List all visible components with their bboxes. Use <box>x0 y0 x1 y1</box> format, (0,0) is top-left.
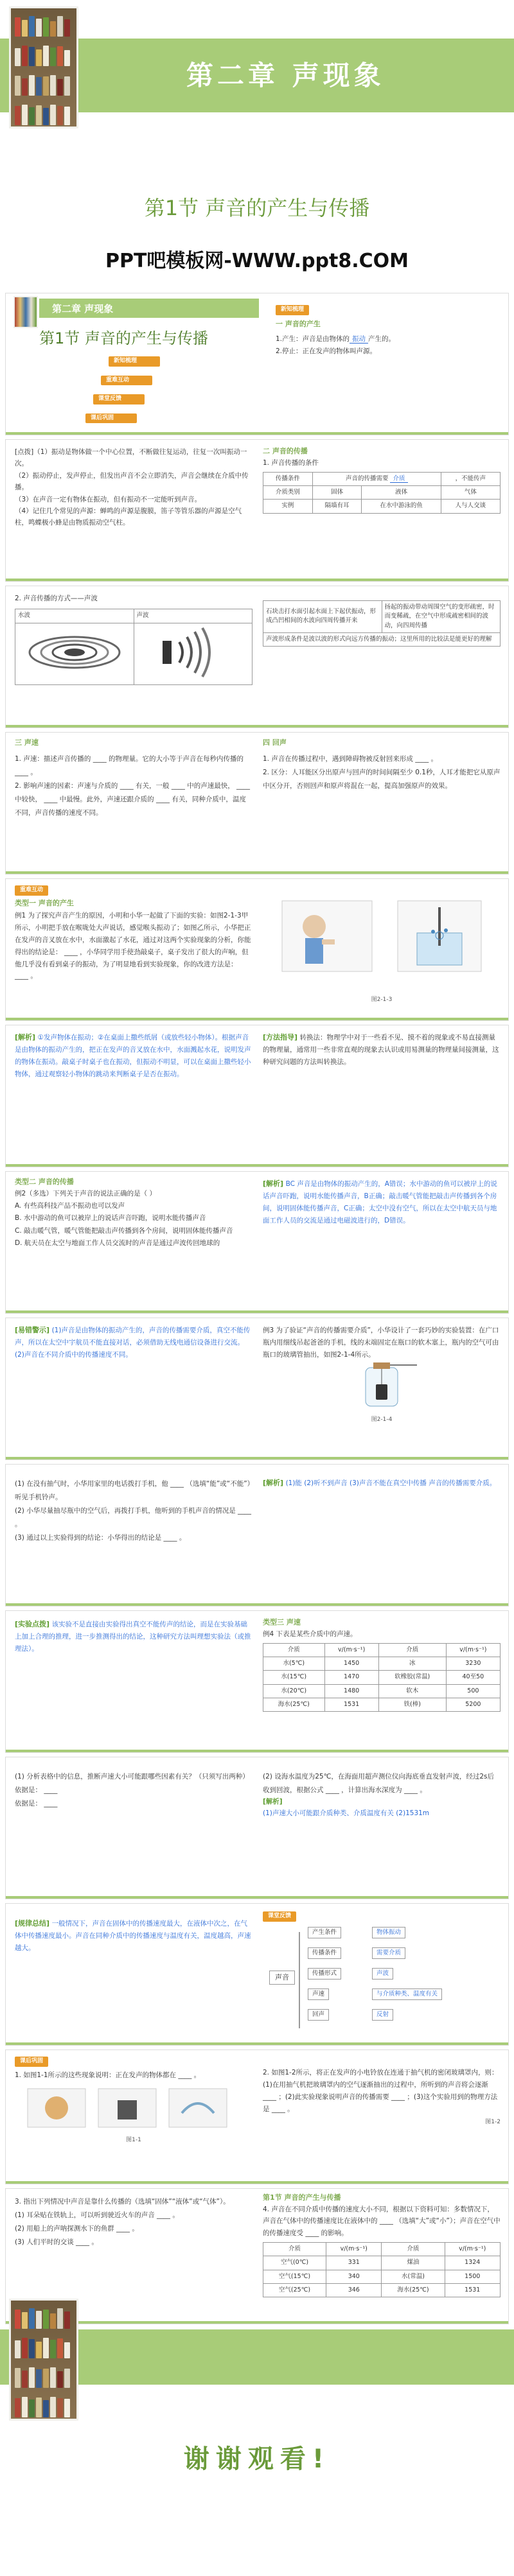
type-heading: 类型一 声音的产生 <box>15 898 74 907</box>
analysis-heading: [解析] <box>263 1798 283 1806</box>
speed-text: 2. 影响声速的因素：声速与介质的 ____ 有关，一般 ____ 中的声速最快， ____ 中较快， ____ 中最慢。此外，声速还跟介质的 ____ 有关，同种介质中，温度不同，声音传播的速度不同。 <box>15 781 251 817</box>
mind-branch: 传播条件 <box>308 1947 341 1959</box>
ending-bookshelf-image <box>9 2299 78 2421</box>
figure-caption: 图1-1 <box>126 2136 141 2143</box>
question-text: 2. 如图1-2所示，将正在发声的小电铃放在连通于抽气机的密闭玻璃罩内，则：(1)在用抽气机把玻璃罩内的空气逐渐抽出的过程中，所听到的声音将会逐渐 ____ ；(2)此实验现象说明声音的传播需要 ____ ；(3)这个实验用到的物理方法是 ____ 。 <box>263 2069 499 2113</box>
question-text: 例4 下表是某些介质中的声速。 <box>263 1630 357 1638</box>
option-item: B. 水中游动的鱼可以被岸上的说话声音吓跑，说明水能传播声音 <box>15 1214 206 1223</box>
mind-branch: 产生条件 <box>308 1927 341 1938</box>
right-tag: 新知梳理 <box>276 305 309 315</box>
wave-compare-table: 石块击打水面引起水面上下起伏振动，形成凸凹相间的水波向四周传播开来 扬起的振动带动周围空气的变形疏密，时而变稀疏，在空气中形成疏密相间的波动，向四周传播 声波形成条件是波以波的形式向远方传播的振动；这里所用的比较法是能更好的理解 <box>263 600 501 647</box>
section-label: 第1节 声音的产生与传播 <box>263 2193 341 2202</box>
interaction-tag: 重难互动 <box>15 885 48 896</box>
cover-slide <box>0 0 514 289</box>
question-part: (3) 通过以上实验得到的结论：小华得出的结论是 ____ 。 <box>15 1534 186 1542</box>
chapter-tag: 第二章 声现象 <box>39 299 259 318</box>
experiment-tip: [实验点拨] 该实验不是直接由实验得出真空不能传声的结论，而是在实验基础上加上合理的推理，进一步推测得出的结论，这种研究方法叫理想实验法（或推理法）。 <box>15 1620 251 1653</box>
mind-map <box>263 1926 501 2035</box>
mind-leaf: 声波 <box>372 1968 393 1980</box>
mind-branch: 声速 <box>308 1989 329 2000</box>
option-item: D. 航天员在太空与地面工作人员交流时的声音是通过声波传回地球的 <box>15 1239 220 1248</box>
bookshelf-image <box>9 6 78 128</box>
slide-7 <box>5 878 509 1021</box>
tag-item[interactable]: 课堂反馈 <box>93 394 145 405</box>
warning-block: [易错警示] (1)声音是由物体的振动产生的，声音的传播需要介质，真空不能传声，所以在太空中宇航员不能直接对话，必须借助无线电通信设备进行交流。(2)声音在不同介质中的传播速度不同。 <box>15 1326 251 1359</box>
subsection-heading: 一 声音的产生 <box>276 319 321 328</box>
text-line: 2.停止：正在发声的物体叫声源。 <box>276 347 377 356</box>
echo-text: 2. 区分：人耳能区分出原声与回声的时间间隔至少 0.1秒，人耳才能把它从原声中区分开，否则回声和原声将混在一起，提高加强原声的效果。 <box>263 768 501 790</box>
subsection-heading: 二 声音的传播 <box>263 447 308 455</box>
question-part: 依据是： ____ <box>15 1800 58 1807</box>
question-part: (2) 设海水温度为25℃，在海面用超声测位仪向海底垂直发射声波，经过2s后收到回波，根据公式 ____ ，计算出海水深度为 ____ 。 <box>263 1773 495 1794</box>
mind-leaf: 物体振动 <box>372 1927 405 1938</box>
tag-item[interactable]: 重难互动 <box>101 376 152 386</box>
propagation-table: 传播条件 声音的传播需要 介质 ，不能传声 介质类别 固体 液体 气体 实例 隔墙有耳 在水中游泳的鱼 人与人交谈 <box>263 472 501 514</box>
slide-13 <box>5 1903 509 2046</box>
feedback-tag: 课堂反馈 <box>263 1911 296 1922</box>
question-part: (3) 人们平时的交谈 ____ 。 <box>15 2238 98 2246</box>
wave-title: 2. 声音传播的方式——声波 <box>15 595 98 602</box>
question-text: 例1 为了探究声音产生的原因，小明和小华一起做了下面的实验：如图2-1-3甲所示，小明把手放在喉咙处大声说话，感觉喉头振动了；如图乙所示，小华把正在发声的音叉放在水中，水面激起了水花，通过对这两个实验现象的分析，你能得出的结论是： ____ ，小华同学用手使劲敲桌子，桌子发出了很大的声响，但他几乎没有看到桌子的振动，为了明显地看到实验现象，你的改进方法是： ____ 。 <box>15 912 251 980</box>
speed-table: 介质 v/(m·s⁻¹) 介质 v/(m·s⁻¹) 水(5℃) 1450 冰 3230 水(15℃) 1470 软橡胶(常温) 40至50 水(20℃) 1480 软木 500 海水(25℃) 1531 铁(棒) 5200 <box>263 1643 501 1712</box>
mind-branch: 回声 <box>308 2009 329 2021</box>
slide-4 <box>5 439 509 582</box>
mind-leaf: 反射 <box>372 2009 393 2021</box>
thanks-text: 谢谢观看! <box>183 2444 331 2474</box>
question-part: (1) 分析表格中的信息，推断声速大小可能跟哪些因素有关？（只须写出两种） <box>15 1773 249 1780</box>
question-part: (2) 小华尽量抽尽瓶中的空气后，再拨打手机，他听到的手机声音的情况是 ____ 。 <box>15 1507 252 1528</box>
question-part: (2) 用船上的声呐探测水下的鱼群 ____ 。 <box>15 2225 139 2232</box>
mind-leaf: 与介质种类、温度有关 <box>372 1989 442 2000</box>
jar-figure <box>263 1361 501 1413</box>
slide3-section-title: 第1节 声音的产生与传播 <box>39 329 208 347</box>
analysis-text: (1)声速大小可能跟介质种类、介质温度有关 (2)1531m <box>263 1809 430 1817</box>
section-title: 第1节 声音的产生与传播 <box>144 196 370 220</box>
tag-item[interactable]: 新知梳理 <box>109 356 160 367</box>
option-item: C. 敲击暖气管，暖气管能把敲击声传播到各个房间，说明固体能传播声音 <box>15 1226 233 1235</box>
question-part: 3. 指出下列情况中声音是靠什么传播的（选填“固体”“液体”或“气体”）。 <box>15 2198 230 2206</box>
figure-caption: 图1-2 <box>485 2118 501 2125</box>
chapter-title: 第二章 声现象 <box>186 60 385 91</box>
slide-15 <box>5 2188 509 2324</box>
experiment-figure <box>263 888 501 997</box>
speed-text: 1. 声速：描述声音传播的 ____ 的物理量。它的大小等于声音在每秒内传播的 ____ 。 <box>15 754 244 776</box>
slide-10 <box>5 1464 509 1606</box>
type-heading: 类型三 声速 <box>263 1618 301 1626</box>
question-text: 1. 如图1-1所示的这些现象说明：正在发声的物体都在 ____ 。 <box>15 2071 201 2079</box>
subsection-item: 1. 声音传播的条件 <box>263 458 319 467</box>
bookshelf-thumbnail <box>13 296 38 328</box>
slide-6 <box>5 732 509 875</box>
tip-block: [点拨]（1）振动是物体做一个中心位置，不断做往复运动，往复一次叫振动一次。 （2）振动停止，发声停止，但发出声音不会立即消失，声音会继续在介质中传播。 （3）在声音一定有物体在振动，但有振动不一定能听到声音。 （4）记住几个常见的声源：蝉鸣的声源是腹膜，笛子等管乐器的声源是空气柱，鸣蝶极小蜂是由物质振动空气柱。 <box>15 448 249 527</box>
question-part: (1) 耳朵贴在铁轨上，可以听到驶近火车的声音 ____ 。 <box>15 2211 179 2219</box>
question-text: 例2（多选）下列关于声音的说法正确的是（ ） <box>15 1189 157 1197</box>
method-block: [方法指导] 转换法：物理学中对于一些看不见、摸不着的现象或不易直接测量的物理量，通常用一些非常直观的现象去认识或用易测量的物理量间接测量，这种研究问题的方法叫转换法。 <box>263 1033 499 1066</box>
echo-text: 1. 声音在传播过程中，遇到障碍物被反射回来形成 ____ 。 <box>263 754 438 763</box>
vibration-figure <box>15 2081 253 2132</box>
type-heading: 类型二 声音的传播 <box>15 1178 74 1186</box>
question-part: (1) 在没有抽气时，小华用家里的电话拨打手机，他 ____ （选填“能”或“不能”）听见手机铃声。 <box>15 1480 251 1501</box>
water-wave-image <box>26 627 123 678</box>
slide-9 <box>5 1318 509 1460</box>
slide-11 <box>5 1610 509 1753</box>
analysis-block: [解析] (1)能 (2)听不到声音 (3)声音不能在真空中传播 声音的传播需要介质。 <box>263 1479 497 1487</box>
rule-summary: [规律总结] 一般情况下，声音在固体中的传播速度最大，在液体中次之，在气体中传播速度最小。声音在同种介质中的传播速度与温度有关，温度越高，声速越大。 <box>15 1919 251 1952</box>
slide-12 <box>5 1757 509 1899</box>
tag-list <box>91 356 160 423</box>
figure-caption: 图2-1-3 <box>371 996 393 1003</box>
speed-table: 介质 v/(m·s⁻¹) 介质 v/(m·s⁻¹) 空气(0℃) 331 煤油 1324 空气(15℃) 340 水(常温) 1500 空气(25℃) 346 海水(25℃) 1531 <box>263 2242 501 2297</box>
option-item: A. 有些高科技产品不振动也可以发声 <box>15 1201 125 1210</box>
question-text: 例3 为了验证“声音的传播需要介质”，小华设计了一套巧妙的实验装置：在广口瓶内用细线吊起爸爸的手机，线的末端固定在瓶口的软木塞上，瓶内的空气可由瓶口的玻璃管抽出，如图2-1-4所示。 <box>263 1327 499 1359</box>
mind-root: 声音 <box>269 1971 295 1985</box>
slide-5 <box>5 586 509 728</box>
figure-caption: 图2-1-4 <box>371 1416 393 1423</box>
speed-heading: 三 声速 <box>15 738 39 747</box>
question-part: 依据是： ____ <box>15 1786 58 1794</box>
analysis-block: [解析] ①发声物体在振动；②在桌面上撒些纸屑（或放些轻小物体）。根据声音是由物体的振动产生的，把正在发声的音叉放在水中，水面溅起水花，说明发声的物体在振动。敲桌子时桌子也在振动，但振动不明显，可以在桌面上撒些轻小物体，通过观察轻小物体的跳动来判断桌子是否在振动。 <box>15 1033 251 1078</box>
sound-wave-image <box>145 627 241 678</box>
analysis-block: [解析] BC 声音是由物体的振动产生的，A错误；水中游动的鱼可以被岸上的说话声音吓跑，说明水能传播声音，B正确；敲击暖气管能把敲击声传播到各个房间，说明固体能传播声音，C正确；太空中没有空气，所以在太空中航天员与地面工作人员的交流是通过电磁波进行的，D错误。 <box>263 1179 497 1224</box>
mind-leaf: 需要介质 <box>372 1947 405 1959</box>
slide-8 <box>5 1171 509 1314</box>
text-line: 1.产生：声音是由物体的 振动 产生的。 <box>276 335 396 343</box>
brand-watermark: PPT吧模板网-WWW.ppt8.COM <box>105 250 409 272</box>
slide-7b <box>5 1025 509 1167</box>
echo-heading: 四 回声 <box>263 738 287 747</box>
tag-item[interactable]: 课后巩固 <box>85 413 137 424</box>
wave-image-table: 水波 声波 <box>15 609 253 684</box>
mind-branch: 传播形式 <box>308 1968 341 1980</box>
slide-3 <box>5 293 509 435</box>
question-text: 4. 声音在不同介质中传播的速度大小不同，根据以下资料可知：多数情况下，声音在气体中的传播速度比在液体中的 ____ （选填“大”或“小”）；声音在空气中的传播速度受 ____ 的影响。 <box>263 2205 501 2238</box>
slide-14 <box>5 2049 509 2184</box>
homework-tag: 课后巩固 <box>15 2057 48 2067</box>
